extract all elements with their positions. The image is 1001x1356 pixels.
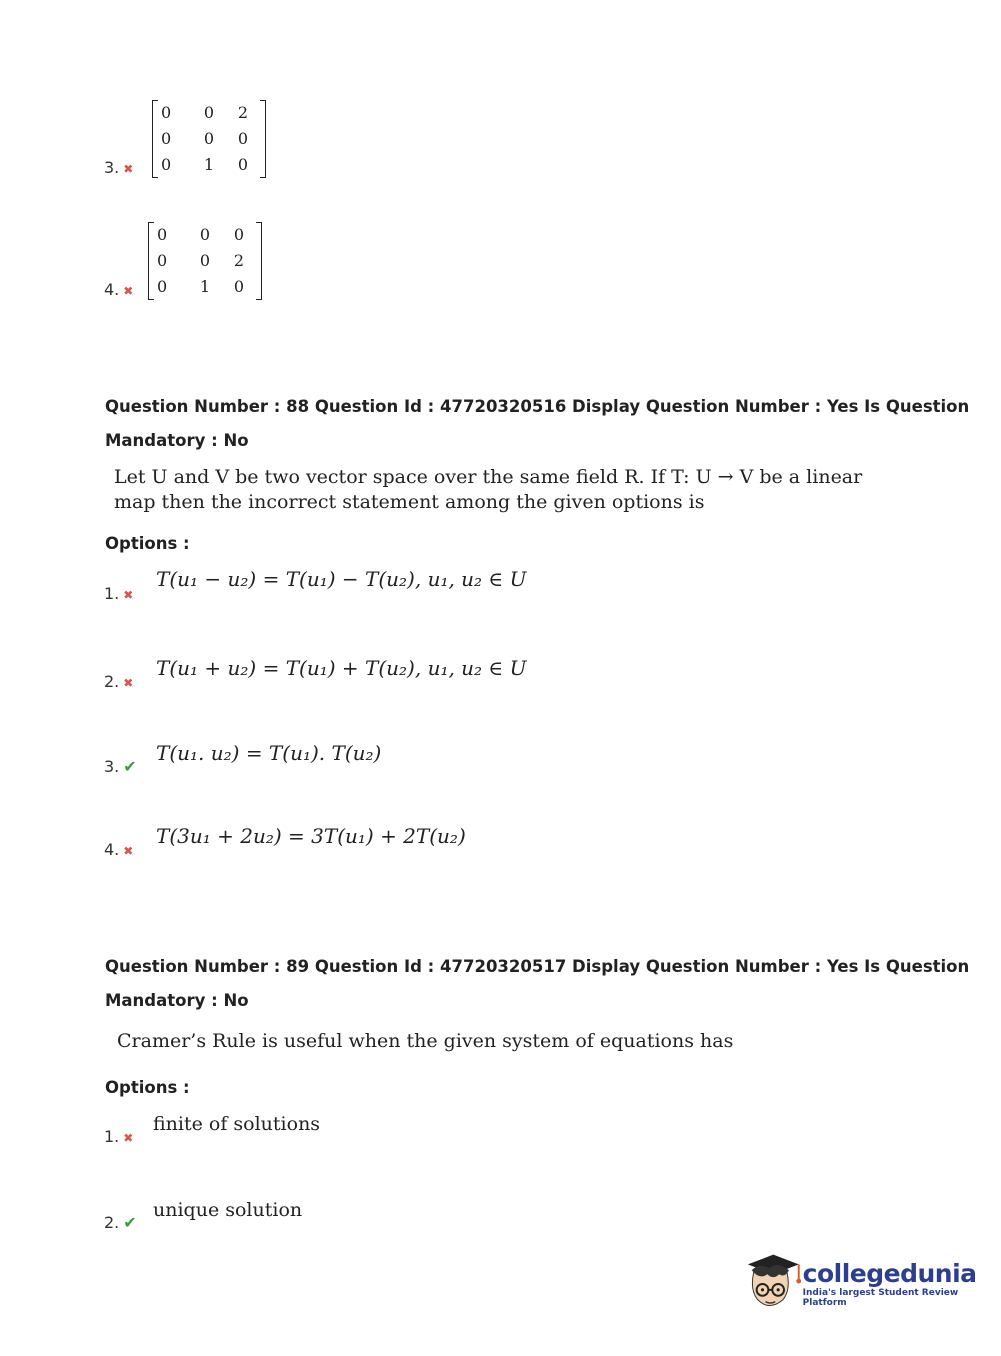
q89-option-1: 1. ✖ (104, 1127, 134, 1146)
matrix-cell: 1 (203, 155, 215, 174)
q88-option-2-text: T(u₁ + u₂) = T(u₁) + T(u₂), u₁, u₂ ∈ U (156, 656, 527, 680)
wrong-icon: ✖ (123, 284, 134, 298)
q89-option-2-text: unique solution (153, 1199, 303, 1221)
matrix-cell: 2 (233, 251, 245, 270)
check-icon: ✔ (123, 1213, 137, 1232)
option-number: 4. ✖ (104, 280, 134, 299)
matrix-grid (158, 100, 260, 178)
matrix-cell: 0 (233, 225, 245, 244)
wrong-icon: ✖ (123, 676, 134, 690)
matrix-cell: 0 (203, 129, 215, 148)
q88-header-line1: Question Number : 88 Question Id : 47720320516 Display Question Number : Yes Is Question (105, 397, 970, 416)
matrix-cell: 0 (157, 251, 168, 270)
wrong-icon: ✖ (123, 588, 134, 602)
q88-header-line2: Mandatory : No (105, 431, 249, 450)
q88-option-2: 2. ✖ (104, 672, 134, 691)
logo-tagline: India's largest Student Review Platform (802, 1287, 959, 1308)
matrix-cell: 1 (199, 277, 211, 296)
q88-text-line1: Let U and V be two vector space over the same field R. If T: U → V be a linear (114, 466, 863, 488)
matrix-cell: 0 (237, 155, 249, 174)
q89-options-label: Options : (105, 1078, 190, 1097)
matrix-cell: 0 (157, 225, 168, 244)
matrix-cell: 0 (161, 103, 172, 122)
mascot-icon (740, 1250, 801, 1316)
q88-text-line2: map then the incorrect statement among the given options is (114, 491, 705, 513)
q89-text: Cramer’s Rule is useful when the given system of equations has (117, 1030, 734, 1052)
wrong-icon: ✖ (123, 1131, 134, 1145)
matrix-cell: 0 (203, 103, 215, 122)
matrix-cell: 0 (161, 155, 172, 174)
matrix-cell: 0 (237, 129, 249, 148)
logo-text-block (803, 1259, 1001, 1308)
q88-option-3: 3. ✔ (104, 757, 137, 776)
q88-option-4-text: T(3u₁ + 2u₂) = 3T(u₁) + 2T(u₂) (156, 824, 466, 848)
q89-option-2: 2. ✔ (104, 1213, 137, 1232)
matrix-cell: 0 (233, 277, 245, 296)
collegedunia-logo (740, 1250, 1001, 1316)
q89-header-line1: Question Number : 89 Question Id : 47720320517 Display Question Number : Yes Is Question (105, 957, 970, 976)
q88-option-1-text: T(u₁ − u₂) = T(u₁) − T(u₂), u₁, u₂ ∈ U (156, 567, 527, 591)
matrix-grid (154, 222, 256, 300)
q88-options-label: Options : (105, 534, 190, 553)
q88-option-4: 4. ✖ (104, 840, 134, 859)
matrix-cell: 0 (199, 251, 211, 270)
matrix (152, 100, 266, 178)
q89-option-1-text: finite of solutions (153, 1113, 321, 1135)
matrix (148, 222, 262, 300)
wrong-icon: ✖ (123, 844, 134, 858)
matrix-cell: 0 (157, 277, 168, 296)
option-number: 3. ✖ (104, 158, 134, 177)
q88-option-1: 1. ✖ (104, 584, 134, 603)
wrong-icon: ✖ (123, 162, 134, 176)
q88-option-3-text: T(u₁. u₂) = T(u₁). T(u₂) (156, 741, 382, 765)
q89-header-line2: Mandatory : No (105, 991, 249, 1010)
matrix-cell: 2 (237, 103, 249, 122)
matrix-cell: 0 (161, 129, 172, 148)
logo-name: collegedunia (802, 1258, 977, 1288)
matrix-cell: 0 (199, 225, 211, 244)
check-icon: ✔ (123, 757, 137, 776)
